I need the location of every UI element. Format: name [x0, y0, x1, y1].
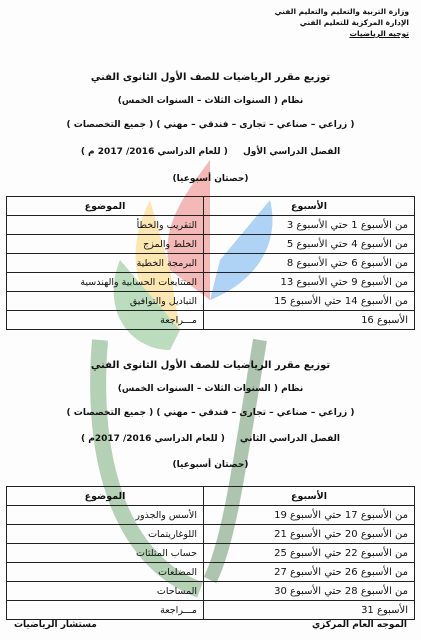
week-cell: من الأسبوع 28 حتي الأسبوع 30	[204, 582, 415, 601]
term1-semester: الفصل الدراسي الأول	[243, 147, 341, 157]
table-row	[7, 601, 415, 620]
topic-cell: الأسس والجذور	[7, 506, 204, 525]
table-row	[7, 216, 415, 235]
week-cell: من الأسبوع 20 حتي الأسبوع 21	[204, 525, 415, 544]
week-cell: من الأسبوع 26 حتي الأسبوع 27	[204, 563, 415, 582]
week-cell: من الأسبوع 4 حتي الأسبوع 5	[204, 235, 415, 254]
table-row	[7, 273, 415, 292]
term2-year: ( للعام الدراسي 2016/ 2017م )	[80, 434, 225, 444]
term1-title: توزيع مقرر الرياضيات للصف الأول الثانوى الفني	[90, 72, 331, 83]
topic-cell: البرمجة الخطية	[7, 254, 204, 273]
week-cell: الأسبوع 31	[204, 601, 415, 620]
topic-cell: المتتابعات الحسابية والهندسية	[7, 273, 204, 292]
week-cell: من الأسبوع 22 حتي الأسبوع 25	[204, 544, 415, 563]
general-supervisor-signature: الموجه العام المركزي	[311, 620, 407, 630]
topic-cell: التقريب والخطأ	[7, 216, 204, 235]
term1-table	[6, 196, 415, 330]
topic-cell: الخلط والمزج	[7, 235, 204, 254]
term2-periods: (حصتان أسبوعيا)	[172, 460, 249, 470]
ministry-header	[275, 6, 409, 39]
week-cell: من الأسبوع 1 حتي الأسبوع 3	[204, 216, 415, 235]
column-topic: الموضوع	[7, 487, 204, 506]
term1-periods: (حصتان أسبوعيا)	[172, 174, 249, 184]
central-administration: الإدارة المركزية للتعليم الفني	[299, 18, 409, 27]
table-row	[7, 582, 415, 601]
table-row	[7, 254, 415, 273]
math-supervision: توجيه الرياضيات	[349, 29, 409, 38]
table-row	[7, 563, 415, 582]
term2-system: نظام ( السنوات الثلاث – السنوات الخمس)	[117, 384, 304, 394]
table-header-row	[7, 487, 415, 506]
table-row	[7, 235, 415, 254]
week-cell: الأسبوع 16	[204, 311, 415, 330]
topic-cell: حساب المثلثات	[7, 544, 204, 563]
topic-cell: التباديل والتوافيق	[7, 292, 204, 311]
term1-specialties: ( زراعي – صناعي – تجارى – فندقي – مهني ) ( جميع التخصصات )	[66, 120, 355, 130]
term2-specialties: ( زراعي – صناعي – تجارى – فندقي – مهني ) ( جميع التخصصات )	[66, 408, 355, 418]
term1-year: ( للعام الدراسي 2016/ 2017 م )	[80, 147, 228, 157]
week-cell: من الأسبوع 9 حتي الأسبوع 13	[204, 273, 415, 292]
table-row	[7, 292, 415, 311]
table-row	[7, 544, 415, 563]
week-cell: من الأسبوع 17 حتي الأسبوع 19	[204, 506, 415, 525]
week-cell: من الأسبوع 14 حتي الأسبوع 15	[204, 292, 415, 311]
topic-cell: المساحات	[7, 582, 204, 601]
column-topic: الموضوع	[7, 197, 204, 216]
topic-cell: مـــراجعة	[7, 601, 204, 620]
math-advisor-signature: مستشار الرياضيات	[14, 620, 97, 630]
term2-semester-line	[0, 434, 421, 444]
term2-table	[6, 486, 415, 620]
table-row	[7, 525, 415, 544]
column-week: الأسبوع	[204, 487, 415, 506]
term1-semester-line	[0, 147, 421, 157]
term2-semester: الفصل الدراسي الثاني	[240, 434, 341, 444]
column-week: الأسبوع	[204, 197, 415, 216]
table-row	[7, 311, 415, 330]
topic-cell: مـــراجعة	[7, 311, 204, 330]
ministry-name: وزارة التربية والتعليم والتعليم الفني	[274, 7, 409, 16]
table-header-row	[7, 197, 415, 216]
topic-cell: المضلعات	[7, 563, 204, 582]
topic-cell: اللوغاريتمات	[7, 525, 204, 544]
term1-system: نظام ( السنوات الثلاث – السنوات الخمس)	[117, 96, 304, 106]
term2-title: توزيع مقرر الرياضيات للصف الأول الثانوى الفني	[90, 360, 331, 371]
table-row	[7, 506, 415, 525]
week-cell: من الأسبوع 6 حتي الأسبوع 8	[204, 254, 415, 273]
